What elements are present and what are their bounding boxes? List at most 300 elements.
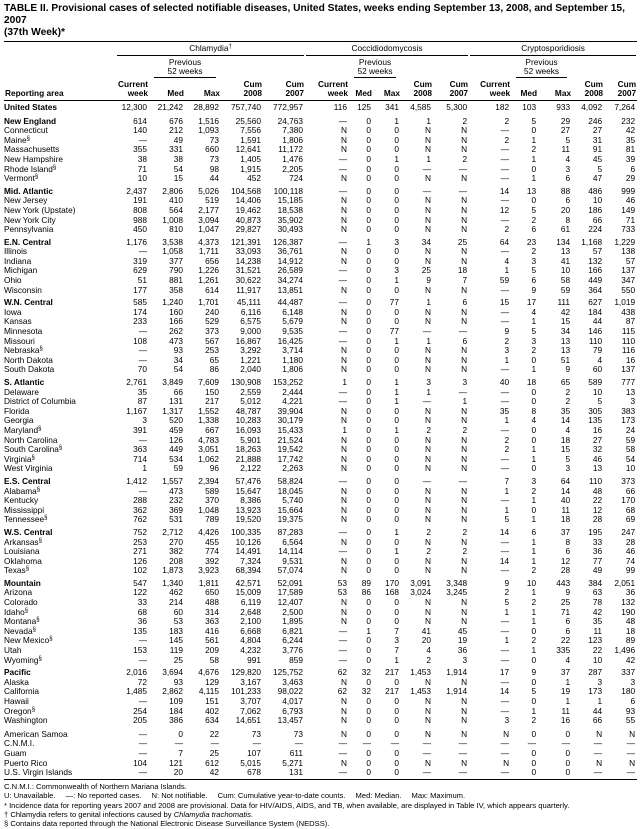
value-cell: 3: [504, 715, 510, 726]
value-cell: 373: [621, 475, 636, 486]
value-cell: 5: [531, 686, 537, 697]
value-cell: 22: [592, 495, 603, 506]
value-cell: 132: [588, 255, 603, 266]
value-cell: 0: [366, 115, 372, 126]
value-cell: 614: [133, 115, 147, 126]
col-cum-2007: Cum 2007: [263, 79, 305, 101]
value-cell: 55: [625, 715, 636, 726]
table-row: [4, 759, 637, 769]
value-cell: 7,556: [240, 125, 261, 136]
value-cell: 1: [394, 377, 400, 387]
value-cell: 0: [366, 335, 372, 346]
reporting-area-cell: New Hampshire: [4, 153, 64, 164]
value-cell: 0: [366, 728, 372, 739]
value-cell: N: [461, 255, 468, 266]
value-cell: 29: [625, 173, 636, 184]
value-cell: —: [527, 738, 537, 749]
value-cell: 16: [592, 424, 603, 435]
value-cell: 2: [504, 224, 510, 235]
value-cell: 790: [169, 265, 183, 276]
value-cell: N: [461, 214, 468, 225]
reporting-area-cell: New York (Upstate): [4, 204, 76, 215]
value-cell: 217: [385, 667, 400, 678]
value-cell: 0: [394, 555, 400, 566]
value-cell: 0: [531, 386, 537, 397]
value-cell: N: [461, 125, 468, 136]
value-cell: 4: [426, 645, 432, 656]
value-cell: 392: [205, 555, 219, 566]
table-row: [4, 308, 637, 318]
value-cell: —: [305, 768, 349, 779]
value-cell: N: [341, 214, 348, 225]
value-cell: 40,873: [235, 214, 261, 225]
value-cell: —: [433, 768, 469, 779]
table-row: [4, 337, 637, 347]
value-cell: 1: [565, 696, 571, 706]
value-cell: 6,564: [282, 536, 304, 547]
reporting-area-cell: Nevada§: [4, 625, 36, 636]
value-cell: 19,462: [235, 204, 261, 215]
value-cell: 2,437: [126, 185, 147, 196]
value-cell: N: [341, 555, 348, 566]
table-row: [4, 206, 637, 216]
value-cell: 7,264: [614, 101, 636, 112]
value-cell: 319: [133, 255, 147, 266]
reporting-area-cell: Vermont§: [4, 173, 39, 184]
value-cell: 35: [137, 386, 147, 397]
value-cell: N: [461, 514, 468, 525]
value-cell: N: [461, 246, 468, 257]
value-cell: 443: [556, 577, 571, 588]
value-cell: 4,804: [240, 635, 261, 646]
value-cell: 54: [625, 453, 636, 464]
value-cell: N: [461, 316, 468, 327]
table-row: [4, 716, 637, 726]
value-cell: 1: [462, 396, 468, 407]
value-cell: 45,111: [236, 297, 261, 308]
value-cell: N: [341, 434, 348, 445]
value-cell: —: [500, 747, 510, 758]
reporting-area-cell: South Dakota: [4, 364, 55, 375]
value-cell: 26,589: [277, 265, 304, 276]
value-cell: 129: [205, 676, 219, 687]
value-cell: 68: [137, 606, 147, 617]
value-cell: 5: [531, 204, 537, 215]
value-cell: 2,559: [240, 386, 261, 397]
value-cell: —: [338, 635, 348, 646]
previous-52-weeks-header: Previous 52 weeks: [511, 57, 572, 79]
value-cell: —: [469, 768, 511, 779]
value-cell: 933: [556, 101, 571, 112]
value-cell: 0: [366, 246, 372, 257]
value-cell: 13: [560, 246, 571, 257]
value-cell: 28,892: [193, 101, 219, 112]
value-cell: 12: [592, 504, 603, 515]
value-cell: 14,651: [235, 715, 261, 726]
value-cell: 2,500: [282, 606, 304, 617]
value-cell: 1,008: [162, 214, 183, 225]
value-cell: 529: [205, 316, 219, 327]
reporting-area-cell: Puerto Rico: [4, 757, 48, 768]
value-cell: —: [138, 485, 147, 496]
value-cell: 14,406: [235, 195, 261, 206]
value-cell: —: [500, 645, 510, 656]
value-cell: 1,047: [198, 224, 219, 235]
reporting-area-cell: Maryland§: [4, 424, 42, 435]
value-cell: 589: [588, 377, 603, 387]
value-cell: 6: [630, 696, 636, 706]
value-cell: 5: [531, 326, 537, 337]
value-cell: 0: [366, 316, 372, 327]
value-cell: 64: [560, 475, 571, 486]
value-cell: 0: [565, 728, 571, 739]
reporting-area-cell: Mountain: [4, 577, 41, 588]
footnote-legend: U: Unavailable. —: No reported cases. N: Not notifiable. Cum: Cumulative year-to-date counts. Med: Median. Max: Maximum.: [4, 791, 466, 801]
value-cell: 28: [625, 536, 636, 547]
value-cell: N: [461, 676, 468, 687]
footnote-cnmi: C.N.M.I.: Commonwealth of Northern Mariana Islands.: [4, 781, 187, 791]
reporting-area-cell: New York City: [4, 214, 56, 225]
value-cell: 589: [205, 485, 219, 496]
value-cell: 0: [394, 246, 400, 257]
value-cell: 14: [560, 485, 571, 496]
value-cell: 35,902: [277, 214, 304, 225]
value-cell: 66: [625, 485, 636, 496]
region-row: [4, 114, 637, 127]
value-cell: 1: [531, 173, 537, 184]
value-cell: —: [338, 738, 348, 749]
value-cell: 16,093: [235, 424, 261, 435]
value-cell: 15: [173, 173, 183, 184]
value-cell: 71: [560, 606, 571, 617]
value-cell: —: [572, 768, 604, 779]
value-cell: 7,324: [240, 555, 261, 566]
value-cell: 0: [366, 214, 372, 225]
value-cell: 3,348: [446, 577, 468, 588]
value-cell: 21,524: [277, 434, 304, 445]
value-cell: N: [425, 415, 432, 426]
table-row: [4, 566, 637, 576]
value-cell: 0: [394, 415, 400, 426]
col-cum-2007: Cum 2007: [604, 79, 637, 101]
value-cell: 37: [560, 526, 571, 537]
region-row: [4, 525, 637, 538]
value-cell: —: [138, 134, 147, 145]
disease-header-chlamydia: Chlamydia†: [117, 44, 304, 56]
value-cell: —: [338, 153, 348, 164]
value-cell: —: [390, 738, 400, 749]
value-cell: 1,914: [446, 686, 468, 697]
value-cell: 20: [149, 768, 185, 779]
value-cell: —: [422, 475, 432, 486]
value-cell: N: [461, 616, 468, 627]
table-row: [4, 445, 637, 455]
value-cell: 2: [462, 424, 468, 435]
value-cell: 22: [209, 728, 219, 739]
value-cell: 0: [366, 696, 372, 706]
value-cell: —: [500, 144, 510, 155]
value-cell: 27: [592, 125, 603, 136]
value-cell: N: [425, 125, 432, 136]
value-cell: N: [425, 224, 432, 235]
reporting-area-cell: E.N. Central: [4, 236, 52, 247]
value-cell: 1: [531, 514, 537, 525]
value-cell: N: [461, 284, 468, 295]
value-cell: 2: [565, 386, 571, 397]
previous-52-weeks-header: Previous 52 weeks: [149, 57, 221, 79]
title-line-2: (37th Week)*: [4, 27, 65, 38]
value-cell: 126: [133, 555, 147, 566]
value-cell: 7: [462, 275, 468, 286]
reporting-area-cell: New Jersey: [4, 195, 48, 206]
value-cell: 15: [560, 444, 571, 455]
reporting-area-cell: U.S. Virgin Islands: [4, 768, 116, 779]
value-cell: 28: [560, 565, 571, 576]
value-cell: 314: [205, 606, 219, 617]
value-cell: 1: [426, 335, 432, 346]
value-cell: 2: [426, 546, 432, 557]
value-cell: 488: [205, 597, 219, 608]
region-row: [4, 665, 637, 678]
value-cell: 232: [621, 115, 636, 126]
value-cell: 123: [588, 635, 603, 646]
value-cell: 51: [137, 275, 147, 286]
col-med: Med: [149, 79, 185, 101]
value-cell: 126: [169, 434, 183, 445]
value-cell: 60: [173, 606, 183, 617]
value-cell: 0: [366, 306, 372, 317]
value-cell: 166: [169, 316, 183, 327]
value-cell: 41: [421, 625, 432, 636]
value-cell: 42: [592, 606, 603, 617]
value-cell: 151: [205, 696, 219, 706]
reporting-area-cell: California: [4, 686, 40, 697]
table-row: [4, 557, 637, 567]
value-cell: 1: [531, 134, 537, 145]
value-cell: 0: [366, 495, 372, 506]
value-cell: 53: [337, 577, 348, 588]
value-cell: 1,226: [198, 265, 219, 276]
value-cell: 4: [565, 424, 571, 435]
value-cell: 78: [592, 597, 603, 608]
value-cell: 3,024: [410, 587, 432, 598]
value-cell: 173: [621, 415, 636, 426]
value-cell: —: [294, 738, 304, 749]
value-cell: 32: [592, 444, 603, 455]
value-cell: 10,283: [235, 415, 261, 426]
value-cell: 2: [565, 396, 571, 407]
value-cell: 195: [588, 526, 603, 537]
value-cell: 0: [394, 747, 400, 758]
col-current-week: Current week: [305, 79, 349, 101]
value-cell: 0: [565, 747, 571, 758]
value-cell: 58: [209, 654, 219, 665]
value-cell: 19,520: [235, 514, 261, 525]
value-cell: 3: [394, 236, 400, 247]
reporting-area-cell: Illinois: [4, 246, 28, 257]
value-cell: N: [425, 316, 432, 327]
value-cell: 0: [366, 463, 372, 474]
value-cell: 1,221: [240, 354, 261, 365]
value-cell: 16: [560, 715, 571, 726]
value-cell: 10: [560, 265, 571, 276]
value-cell: —: [500, 125, 510, 136]
value-cell: 1: [394, 654, 400, 665]
value-cell: 2,806: [162, 185, 183, 196]
reporting-area-cell: W.N. Central: [4, 297, 53, 308]
value-cell: 0: [394, 504, 400, 515]
value-cell: 2: [426, 654, 432, 665]
value-cell: 13: [526, 185, 537, 196]
value-cell: 44: [592, 316, 603, 327]
value-cell: 358: [169, 284, 183, 295]
table-row: [4, 506, 637, 516]
table-row: [4, 257, 637, 267]
value-cell: 98: [209, 163, 219, 174]
value-cell: 0: [394, 134, 400, 145]
value-cell: 0: [394, 616, 400, 627]
value-cell: 2,100: [240, 616, 261, 627]
value-cell: N: [461, 444, 468, 455]
value-cell: 5: [531, 265, 537, 276]
value-cell: 68: [625, 504, 636, 515]
value-cell: 217: [205, 396, 219, 407]
value-cell: 66: [592, 214, 603, 225]
value-cell: 17: [499, 667, 510, 678]
value-cell: 262: [169, 326, 183, 337]
value-cell: 125,752: [273, 667, 304, 678]
value-cell: 2: [504, 115, 510, 126]
table-row: [4, 646, 637, 656]
value-cell: 15: [560, 316, 571, 327]
value-cell: 1,058: [162, 246, 183, 257]
value-cell: —: [458, 185, 468, 196]
value-cell: —: [500, 463, 510, 474]
table-row: [4, 487, 637, 497]
value-cell: 29,827: [235, 224, 261, 235]
value-cell: 121: [169, 757, 183, 768]
value-cell: —: [458, 738, 468, 749]
value-cell: 6: [531, 275, 537, 286]
value-cell: 2,648: [240, 606, 261, 617]
value-cell: 2: [531, 485, 537, 496]
value-cell: N: [341, 705, 348, 716]
value-cell: 1,806: [282, 364, 304, 375]
value-cell: 1: [531, 536, 537, 547]
value-cell: —: [362, 738, 372, 749]
value-cell: 531: [169, 514, 183, 525]
value-cell: 288: [133, 495, 147, 506]
value-cell: 14: [499, 686, 510, 697]
value-cell: 1,229: [614, 236, 636, 247]
value-cell: 4,373: [198, 236, 219, 247]
value-cell: 87,283: [277, 526, 304, 537]
table-row: [4, 538, 637, 548]
value-cell: 363: [133, 444, 147, 455]
value-cell: 0: [366, 326, 372, 337]
value-cell: 183: [169, 625, 183, 636]
value-cell: 564: [169, 204, 183, 215]
value-cell: 0: [178, 728, 183, 739]
value-cell: —: [422, 326, 432, 337]
reporting-area-cell: Idaho§: [4, 606, 29, 617]
value-cell: 0: [366, 635, 372, 646]
reporting-area-cell: Guam: [4, 747, 27, 758]
table-row: [4, 276, 637, 286]
value-cell: 362: [133, 504, 147, 515]
reporting-area-cell: E.S. Central: [4, 475, 51, 486]
value-cell: 0: [531, 625, 537, 636]
value-cell: 4,221: [282, 396, 304, 407]
value-cell: 12,407: [277, 597, 304, 608]
value-cell: 13: [560, 335, 571, 346]
value-cell: —: [138, 345, 147, 356]
value-cell: 1,340: [162, 577, 183, 588]
value-cell: 253: [205, 345, 219, 356]
value-cell: 772,957: [273, 101, 304, 112]
value-cell: 2,205: [282, 163, 304, 174]
value-cell: 0: [349, 768, 373, 779]
value-cell: 4: [597, 354, 603, 365]
value-cell: 132: [621, 597, 636, 608]
value-cell: N: [341, 173, 348, 184]
table-footnotes: [4, 782, 637, 829]
value-cell: 35: [592, 616, 603, 627]
value-cell: 0: [366, 757, 372, 768]
value-cell: 30,179: [277, 415, 304, 426]
value-cell: 99: [625, 565, 636, 576]
value-cell: 7: [504, 475, 510, 486]
value-cell: 13,851: [277, 284, 304, 295]
value-cell: 35: [499, 405, 510, 416]
value-cell: 0: [366, 153, 372, 164]
value-cell: 2: [531, 635, 537, 646]
value-cell: 32: [361, 667, 372, 678]
value-cell: 808: [133, 204, 147, 215]
value-cell: —: [458, 163, 468, 174]
table-row: [4, 707, 637, 717]
value-cell: 0: [394, 405, 400, 416]
value-cell: 331: [169, 144, 183, 155]
value-cell: N: [425, 284, 432, 295]
value-cell: 35: [560, 405, 571, 416]
value-cell: 93: [625, 705, 636, 716]
col-cum-2008: Cum 2008: [401, 79, 433, 101]
value-cell: 46: [625, 195, 636, 206]
value-cell: 1,711: [198, 246, 219, 257]
value-cell: 58: [560, 275, 571, 286]
value-cell: 6,148: [282, 306, 304, 317]
value-cell: 5: [565, 453, 571, 464]
value-cell: —: [401, 768, 433, 779]
col-current-week: Current week: [469, 79, 511, 101]
value-cell: 449: [588, 275, 603, 286]
value-cell: 62: [337, 667, 348, 678]
value-cell: 6: [630, 163, 636, 174]
value-cell: 5,740: [282, 495, 304, 506]
value-cell: 115: [621, 326, 636, 337]
value-cell: 184: [588, 306, 603, 317]
table-row: [4, 617, 637, 627]
value-cell: 1,591: [240, 134, 261, 145]
value-cell: 3: [565, 463, 571, 474]
value-cell: 45: [592, 153, 603, 164]
value-cell: —: [500, 654, 510, 665]
value-cell: 19: [457, 635, 468, 646]
value-cell: —: [422, 738, 432, 749]
value-cell: 87: [625, 316, 636, 327]
value-cell: 676: [169, 115, 183, 126]
